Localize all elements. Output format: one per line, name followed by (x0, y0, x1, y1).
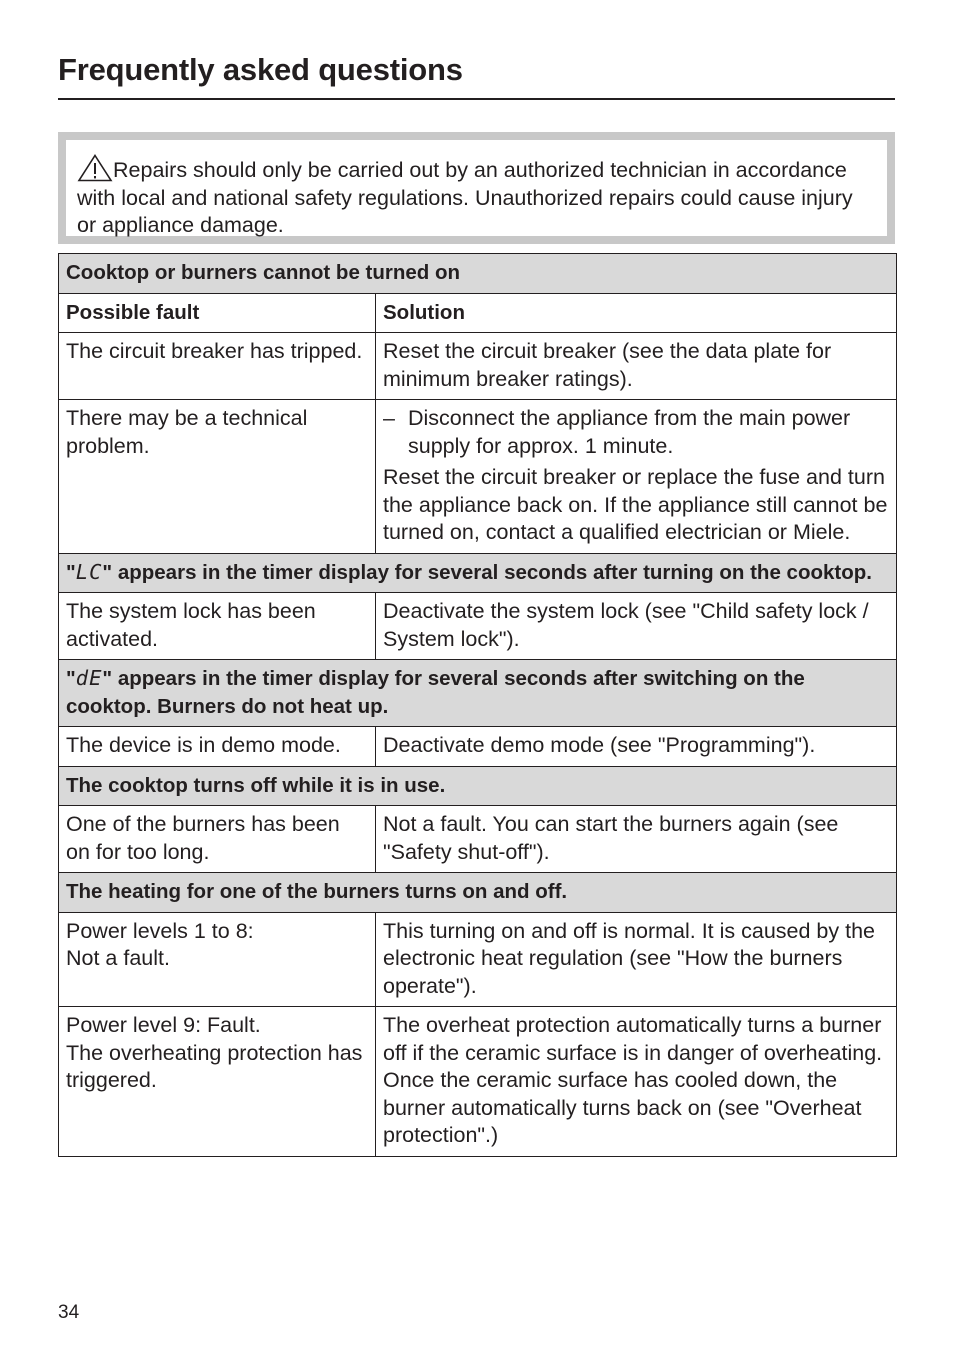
fault-line: Not a fault. (66, 946, 170, 970)
solution-cell: Deactivate the system lock (see "Child safety lock / System lock"). (376, 593, 897, 660)
solution-paragraph: Reset the circuit breaker or replace the fuse and turn the appliance back on. If the appliance still cannot be turned on, contact a qualified electrician or Miele. (383, 465, 888, 544)
section-heading: The cooktop turns off while it is in use. (59, 766, 897, 806)
faq-table (58, 253, 897, 1157)
fault-cell: The system lock has been activated. (59, 593, 376, 660)
display-code: LC (75, 559, 103, 584)
table-row (59, 727, 897, 767)
fault-cell: The device is in demo mode. (59, 727, 376, 767)
possible-fault-header: Possible fault (59, 293, 376, 333)
table-row (59, 912, 897, 1007)
fault-cell (59, 912, 376, 1007)
solution-cell: Not a fault. You can start the burners again (see "Safety shut-off"). (376, 806, 897, 873)
table-row (59, 593, 897, 660)
section-heading: The heating for one of the burners turns on and off. (59, 873, 897, 913)
section-header-row (59, 254, 897, 294)
warning-triangle-icon (77, 154, 113, 182)
fault-cell: There may be a technical problem. (59, 400, 376, 554)
section-header-row (59, 660, 897, 727)
title-divider (58, 98, 895, 100)
warning-text: Repairs should only be carried out by an authorized technician in accordance with local and national safety regulations. Unauthorized repairs could cause injury or appliance damage. (77, 158, 853, 237)
display-code: dE (75, 666, 103, 690)
solution-cell (376, 400, 897, 554)
section-heading: Cooktop or burners cannot be turned on (59, 254, 897, 294)
fault-cell: The circuit breaker has tripped. (59, 333, 376, 400)
fault-cell (59, 1007, 376, 1157)
section-header-row (59, 553, 897, 593)
quote-open: " (66, 667, 76, 690)
fault-line: The overheating protection has triggered. (66, 1040, 363, 1092)
table-row (59, 333, 897, 400)
section-heading (59, 660, 897, 727)
solution-cell: The overheat protection automatically turns a burner off if the ceramic surface is in danger of overheating. Once the ceramic surface has cooled down, the burner automatically turns back on (see "Overheat protection".) (376, 1007, 897, 1157)
quote-open: " (66, 560, 76, 584)
page-title: Frequently asked questions (58, 52, 463, 87)
section-header-row (59, 873, 897, 913)
section-header-row (59, 766, 897, 806)
section-heading (59, 553, 897, 593)
fault-line: Power level 9: Fault. (66, 1013, 261, 1037)
warning-content (66, 140, 887, 236)
solution-list-item (383, 405, 888, 460)
table-row (59, 1007, 897, 1157)
table-row (59, 806, 897, 873)
fault-cell: One of the burners has been on for too long. (59, 806, 376, 873)
page-number: 34 (58, 1302, 80, 1323)
section-heading-text: " appears in the timer display for several seconds after turning on the cooktop. (102, 560, 872, 584)
solution-header: Solution (376, 293, 897, 333)
solution-cell: Deactivate demo mode (see "Programming"). (376, 727, 897, 767)
section-heading-text: " appears in the timer display for several seconds after switching on the cooktop. Burners do not heat up. (66, 667, 805, 718)
dash-bullet: – (383, 406, 395, 430)
column-header-row (59, 293, 897, 333)
solution-cell: This turning on and off is normal. It is caused by the electronic heat regulation (see "How the burners operate"). (376, 912, 897, 1007)
table-row (59, 400, 897, 554)
warning-box (58, 132, 895, 244)
fault-line: Power levels 1 to 8: (66, 918, 254, 943)
solution-list-item-text: Disconnect the appliance from the main power supply for approx. 1 minute. (408, 406, 851, 458)
solution-cell: Reset the circuit breaker (see the data plate for minimum breaker ratings). (376, 333, 897, 400)
